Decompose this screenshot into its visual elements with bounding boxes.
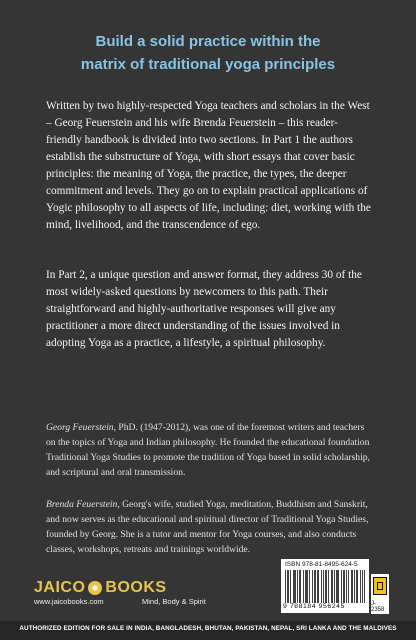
author-bio-brenda-text: , Georg's wife, studied Yoga, meditation, Buddhism and Sanskrit, and now serves as the educational and spiritual director of Traditional Yoga Studies, founded by Georg. She is a tutor and mentor for Yoga courses, and also conducts classes, workshops, retreats and trainings worldwide.: [46, 499, 369, 555]
headline-line-1: Build a solid practice within the: [95, 33, 321, 50]
author-bio-georg-text: , PhD. (1947-2012), was one of the foremost writers and teachers on the topics of Yoga and Indian philosophy. He founded the educational foundation Traditional Yoga Studies to promote the tradition of Yoga based in solid scholarship, and scriptural and oral transmission.: [46, 422, 370, 478]
blurb-paragraph-2: In Part 2, a unique question and answer format, they address 30 of the most widely-asked questions by newcomers to this path. Their straightforward and highly-authoritative responses will give any practitioner a more direct understanding of the issues involved in adopting Yoga as a practice, a lifestyle, a spiritual philosophy.: [46, 269, 362, 349]
catalog-code: J-2358: [371, 601, 385, 613]
author-name-georg: Georg Feuerstein: [46, 422, 114, 433]
publisher-seal-icon: [373, 577, 387, 595]
isbn-label: ISBN 978-81-8495-624-5: [285, 561, 358, 568]
barcode-bars-icon: [285, 570, 365, 603]
footer-text: AUTHORIZED EDITION FOR SALE IN INDIA, BANGLADESH, BHUTAN, PAKISTAN, NEPAL, SRI LANKA AND THE MALDIVES: [19, 625, 397, 632]
barcode: [281, 559, 369, 613]
headline: [40, 30, 376, 76]
author-bio-georg: [46, 420, 372, 480]
book-genre: Mind, Body & Spirit: [142, 597, 206, 606]
author-bio-brenda: [46, 497, 372, 557]
blurb-paragraph-1: Written by two highly-respected Yoga teachers and scholars in the West – Georg Feuerstein and his wife Brenda Feuerstein – this reader-friendly handbook is divided into two sections. In Part 1 the authors establish the substructure of Yoga, with short essays that cover basic principles: the meaning of Yoga, the practice, the types, the deeper commitment and levels. They go on to explain practical applications of Yogic philosophy to all aspects of life, including: diet, working with the mind, livelihood, and the transcendence of ego.: [46, 100, 371, 231]
publisher-website: www.jaicobooks.com: [34, 597, 104, 606]
footer-bar: [0, 621, 416, 640]
author-name-brenda: Brenda Feuerstein: [46, 499, 118, 510]
catalog-code-box: [371, 574, 389, 614]
publisher-emblem-icon: [88, 581, 102, 595]
publisher-name-right: BOOKS: [105, 579, 167, 596]
barcode-digits: 9 788184 956245: [283, 603, 345, 610]
publisher-name-left: JAICO: [34, 579, 86, 596]
headline-line-2: matrix of traditional yoga principles: [80, 56, 336, 73]
publisher-logo: [34, 579, 167, 597]
